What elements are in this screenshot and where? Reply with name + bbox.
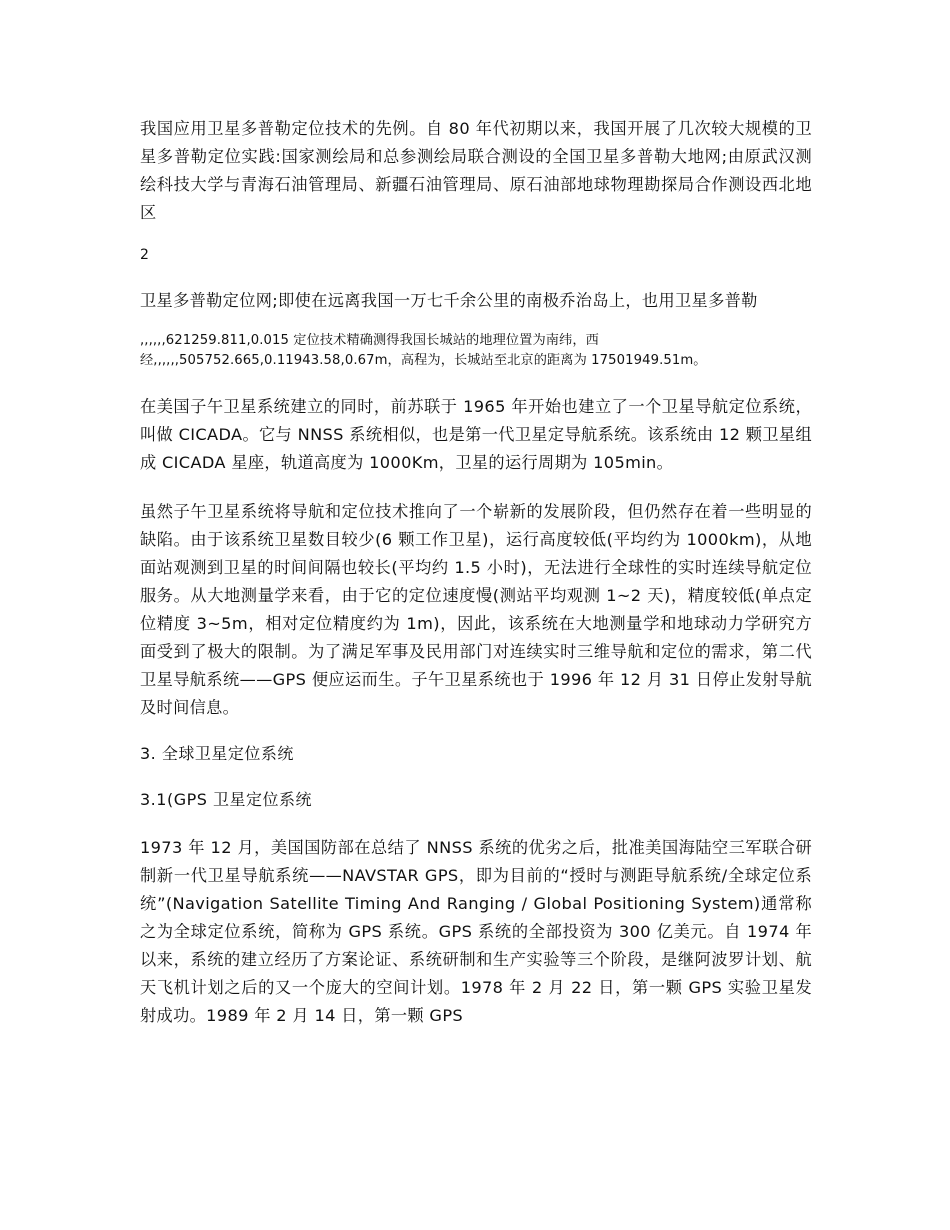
paragraph-great-wall-station — [140, 331, 812, 371]
document-body — [140, 115, 812, 1030]
section-heading-gnss: 3. 全球卫星定位系统 — [140, 744, 294, 763]
paragraph-doppler-network: 卫星多普勒定位网;即使在远离我国一万七千余公里的南极乔治岛上，也用卫星多普勒 — [140, 291, 758, 310]
page-number: 2 — [140, 247, 149, 263]
paragraph-transit-limitations: 虽然子午卫星系统将导航和定位技术推向了一个崭新的发展阶段，但仍然存在着一些明显的缺陷。由于该系统卫星数目较少(6 颗工作卫星)，运行高度较低(平均约为 1000km)，从地面站观测到卫星的时间间隔也较长(平均约 1.5 小时)，无法进行全球性的实时连续导航定位服务。从大地测量学来看，由于它的定位速度慢(测站平均观测 1~2 天)，精度较低(单点定位精度 3~5m，相对定位精度约为 1m)，因此，该系统在大地测量学和地球动力学研究方面受到了极大的限制。为了满足军事及民用部门对连续实时三维导航和定位的需求，第二代卫星导航系统——GPS 便应运而生。子午卫星系统也于 1996 年 12 月 31 日停止发射导航及时间信息。 — [140, 502, 812, 717]
section-heading-gps: 3.1(GPS 卫星定位系统 — [140, 790, 312, 809]
coordinates-line-1: ,,,,,,621259.811,0.015 定位技术精确测得我国长城站的地理位置为南纬，西 — [140, 333, 599, 348]
paragraph-gps-history: 1973 年 12 月，美国国防部在总结了 NNSS 系统的优劣之后，批准美国海陆空三军联合研制新一代卫星导航系统——NAVSTAR GPS，即为目前的“授时与测距导航系统/全球定位系统”(Navigation Satellite Timing And Ranging / Global Positioning System)通常称之为全球定位系统，简称为 GPS 系统。GPS 系统的全部投资为 300 亿美元。自 1974 年以来，系统的建立经历了方案论证、系统研制和生产实验等三个阶段，是继阿波罗计划、航天飞机计划之后的又一个庞大的空间计划。1978 年 2 月 22 日，第一颗 GPS 实验卫星发射成功。1989 年 2 月 14 日，第一颗 GPS — [140, 838, 812, 1025]
paragraph-doppler-china: 我国应用卫星多普勒定位技术的先例。自 80 年代初期以来，我国开展了几次较大规模的卫星多普勒定位实践:国家测绘局和总参测绘局联合测设的全国卫星多普勒大地网;由原武汉测绘科技大学与青海石油管理局、新疆石油管理局、原石油部地球物理勘探局合作测设西北地区 — [140, 119, 812, 222]
paragraph-cicada: 在美国子午卫星系统建立的同时，前苏联于 1965 年开始也建立了一个卫星导航定位系统，叫做 CICADA。它与 NNSS 系统相似，也是第一代卫星定导航系统。该系统由 12 颗卫星组成 CICADA 星座，轨道高度为 1000Km，卫星的运行周期为 105min。 — [140, 397, 812, 472]
coordinates-line-2: 经,,,,,,505752.665,0.11943.58,0.67m，高程为，长城站至北京的距离为 17501949.51m。 — [140, 353, 707, 368]
